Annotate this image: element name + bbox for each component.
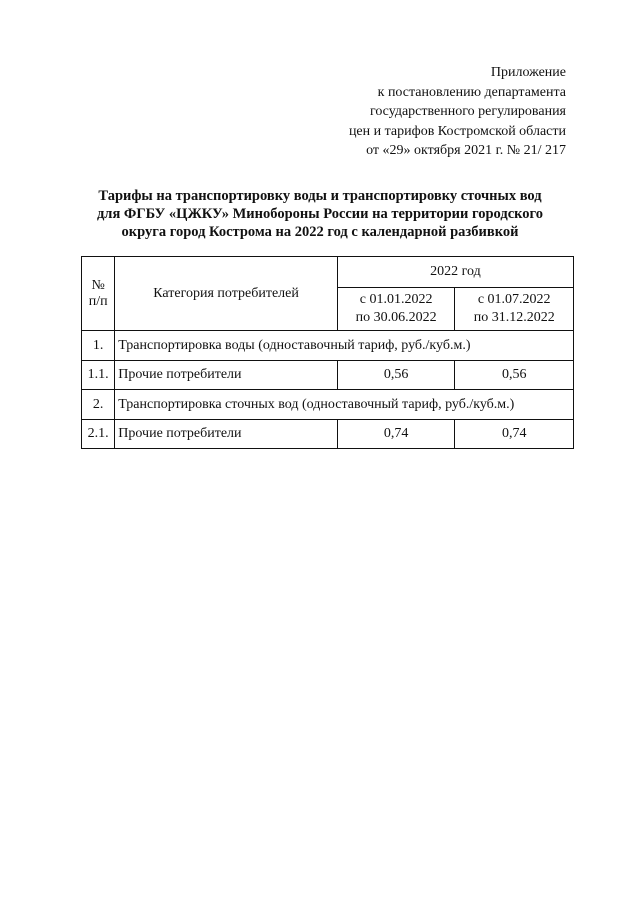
appendix-line: от «29» октября 2021 г. № 21/ 217	[366, 143, 566, 158]
row-tariff-period-2: 0,56	[455, 361, 574, 390]
header-period-2-end: по 31.12.2022	[473, 310, 555, 325]
header-period-1	[337, 288, 455, 331]
row-category: Прочие потребители	[115, 420, 338, 449]
header-category: Категория потребителей	[115, 257, 338, 331]
table-row	[82, 420, 574, 449]
section-number: 1.	[82, 331, 115, 361]
row-tariff-period-2: 0,74	[455, 420, 574, 449]
appendix-line: к постановлению департамента	[377, 84, 566, 100]
header-period-2	[455, 288, 574, 331]
row-number: 2.1.	[82, 420, 115, 449]
row-number: 1.1.	[82, 361, 115, 390]
row-tariff-period-1: 0,74	[337, 420, 455, 449]
header-period-2-start: с 01.07.2022	[477, 292, 551, 307]
header-year: 2022 год	[337, 257, 573, 288]
header-period-1-start: с 01.01.2022	[359, 292, 433, 307]
tariff-table	[81, 256, 574, 449]
row-category: Прочие потребители	[115, 361, 338, 390]
appendix-header	[349, 63, 566, 161]
section-title: Транспортировка воды (одноставочный тариф, руб./куб.м.)	[115, 331, 574, 361]
header-number: № п/п	[82, 257, 115, 331]
table-section-row	[82, 390, 574, 420]
section-number: 2.	[82, 390, 115, 420]
section-title: Транспортировка сточных вод (одноставочный тариф, руб./куб.м.)	[115, 390, 574, 420]
title-line: Тарифы на транспортировку воды и транспортировку сточных вод	[98, 188, 542, 204]
table-header-row	[82, 257, 574, 288]
document-title	[70, 187, 570, 241]
title-line: для ФГБУ «ЦЖКУ» Минобороны России на территории городского	[96, 206, 544, 222]
appendix-line: Приложение	[490, 65, 566, 80]
appendix-line: цен и тарифов Костромской области	[348, 123, 566, 139]
title-line: округа город Кострома на 2022 год с календарной разбивкой	[121, 224, 519, 240]
header-period-1-end: по 30.06.2022	[355, 310, 437, 325]
table-section-row	[82, 331, 574, 361]
row-tariff-period-1: 0,56	[337, 361, 455, 390]
table-row	[82, 361, 574, 390]
appendix-line: государственного регулирования	[369, 104, 566, 119]
